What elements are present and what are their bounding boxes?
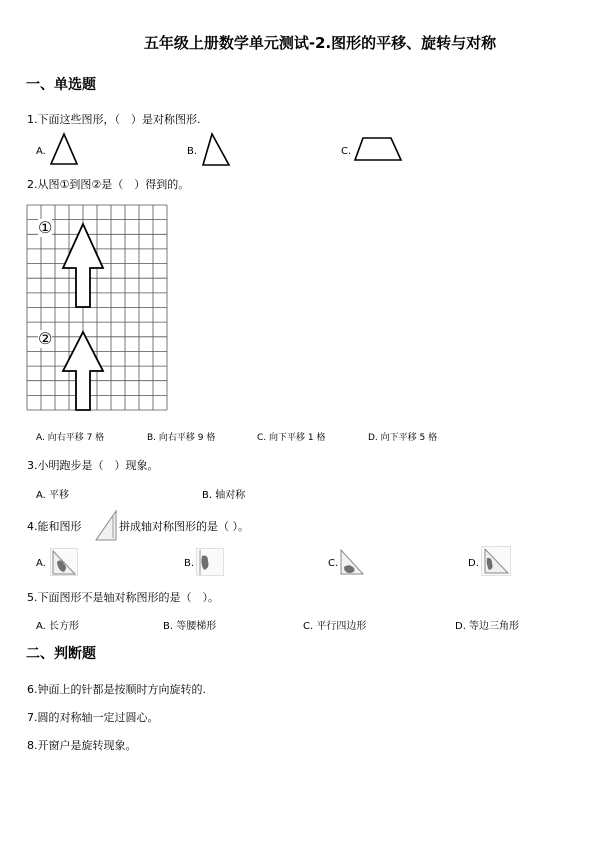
q4-option-c-figure: [339, 548, 365, 576]
right-triangle-icon: [202, 133, 232, 167]
figure-label-1: ①: [38, 218, 53, 237]
q4-option-c-label: C.: [328, 558, 339, 569]
question-5: 5.下面图形不是轴对称图形的是（ ）。: [27, 591, 219, 604]
q2-option-b: B. 向右平移 9 格: [147, 433, 216, 443]
figure-label-2: ②: [38, 329, 53, 348]
q5-option-a: A. 长方形: [36, 621, 80, 632]
q2-option-a: A. 向右平移 7 格: [36, 433, 105, 443]
page-title: 五年级上册数学单元测试-2.图形的平移、旋转与对称: [143, 34, 497, 52]
q1-option-c-label: C.: [341, 146, 352, 157]
q3-option-b: B. 轴对称: [202, 490, 246, 501]
isosceles-triangle-icon: [50, 133, 80, 165]
question-6: 6.钟面上的针都是按顺时方向旋转的.: [27, 683, 206, 696]
question-4-part-1: 4.能和图形: [27, 520, 82, 533]
q2-option-c: C. 向下平移 1 格: [257, 433, 326, 443]
q4-option-d-figure: [481, 546, 511, 576]
triangle-piece-icon: [94, 510, 118, 542]
question-8: 8.开窗户是旋转现象。: [27, 739, 137, 752]
question-4-part-2: 拼成轴对称图形的是（ ）。: [119, 520, 249, 533]
q5-option-b: B. 等腰梯形: [163, 621, 217, 632]
q2-option-d: D. 向下平移 5 格: [368, 433, 438, 443]
q4-option-a-label: A.: [36, 558, 46, 569]
q4-option-b-figure: [196, 548, 224, 576]
question-7: 7.圆的对称轴一定过圆心。: [27, 711, 159, 724]
question-1: 1.下面这些图形，（ ）是对称图形.: [27, 113, 201, 126]
section-heading-judge: 二、判断题: [26, 646, 96, 662]
q5-option-d: D. 等边三角形: [455, 621, 520, 632]
section-heading-choice: 一、单选题: [26, 77, 96, 93]
q4-option-a-figure: [50, 548, 78, 576]
q3-option-a: A. 平移: [36, 490, 70, 501]
q1-option-a-label: A.: [36, 146, 46, 157]
q4-option-b-label: B.: [184, 558, 195, 569]
q4-option-d-label: D.: [468, 558, 479, 569]
q1-option-b-label: B.: [187, 146, 198, 157]
q5-option-c: C. 平行四边形: [303, 621, 367, 632]
question-2: 2.从图①到图②是（ ）得到的。: [27, 178, 190, 191]
question-3: 3.小明跑步是（ ）现象。: [27, 459, 159, 472]
trapezoid-icon: [354, 137, 404, 163]
